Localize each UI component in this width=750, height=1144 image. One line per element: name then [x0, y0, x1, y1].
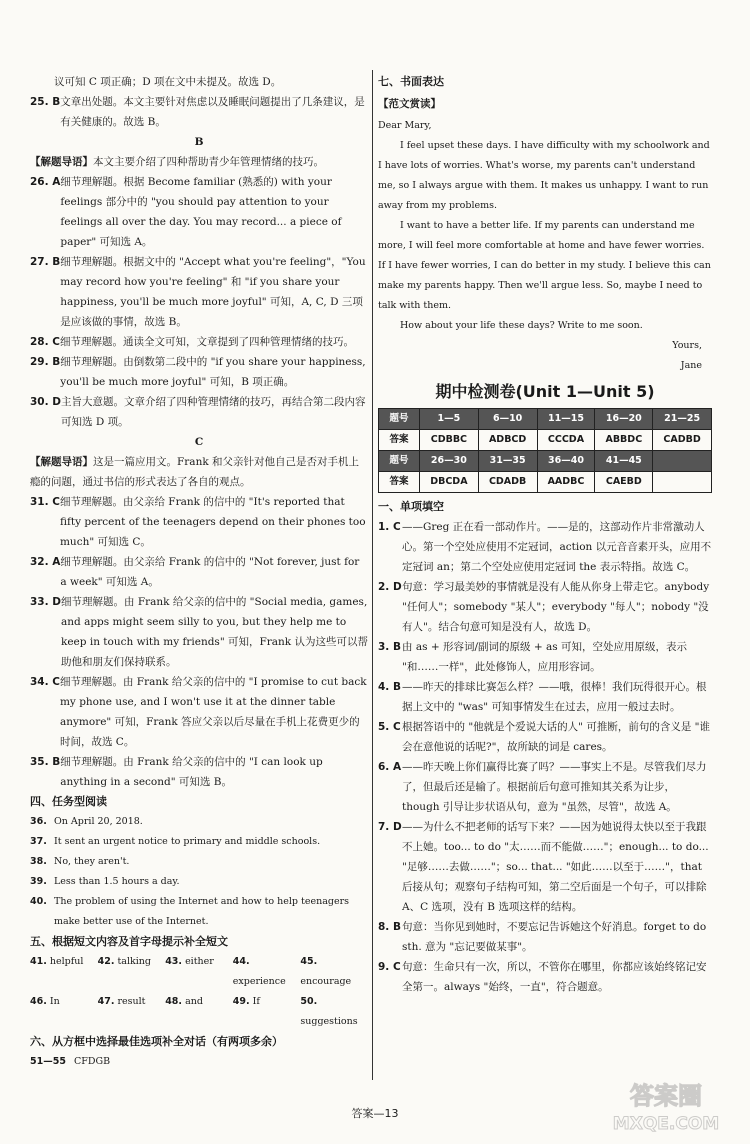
answer-39	[30, 872, 368, 892]
answer-number: 25. B	[30, 96, 61, 108]
answer-number: 31. C	[30, 496, 60, 508]
answer-36	[30, 812, 368, 832]
table-row	[379, 472, 712, 493]
answer-explanation: 细节理解题。通读全文可知，文章提到了四种管理情绪的技巧。	[59, 336, 354, 348]
section-heading-1: 一、单项填空	[378, 500, 444, 513]
answer-34	[30, 672, 368, 752]
table-cell: ADBCD	[478, 430, 537, 451]
section-heading-6: 六、从方框中选择最佳选项补全对话（有两项多余）	[30, 1035, 283, 1048]
answer-explanation: 句意：当你见到她时，不要忘记告诉她这个好消息。forget to do sth. 意为 "忘记要做某事"。	[402, 921, 707, 953]
table-cell: 26—30	[420, 451, 479, 472]
table-row	[379, 451, 712, 472]
answer-37	[30, 832, 368, 852]
answer-explanation: ——为什么不把老师的话写下来？——因为她说得太快以至于我跟不上她。too... to do "太……而不能做……"；enough... to do... "足够……去做……"；so... that... "如此……以至于……"，that 后接从句；观察句子结构可知，第二空后面是一个句子，可以排除 A、C 选项，没有 B 选项这样的结构。	[402, 821, 709, 913]
answer-explanation: 细节理解题。根据文中的 "Accept what you're feeling"，"You may record how you're feeling" 和 "if you share your happiness, you'll be much more joyful" 可知，A, C, D 三项是应该做的事情，故选 B。	[60, 256, 366, 328]
table-cell: 6—10	[478, 409, 537, 430]
exam-title: 期中检测卷(Unit 1—Unit 5)	[435, 382, 655, 401]
table-cell: 21—25	[653, 409, 712, 430]
fill-answer-47: 47. result	[97, 996, 146, 1007]
table-cell	[653, 451, 712, 472]
fill-answer-46: 46. In	[30, 996, 60, 1007]
answer-explanation: 根据答语中的 "他就是个爱说大话的人" 可推断，前句的含义是 "谁会在意他说的话呢?"，故所缺的词是 cares。	[402, 721, 711, 753]
table-row	[379, 430, 712, 451]
answer-number: 38.	[30, 856, 47, 867]
answer-number: 27. B	[30, 256, 61, 268]
answer-explanation: ——昨天晚上你们赢得比赛了吗？——事实上不是。尽管我们尽力了，但最后还是输了。根据前后句意可推知其关系为让步，though 引导让步状语从句，意为 "虽然，尽管"，故选 A。	[402, 761, 707, 813]
table-cell: AADBC	[537, 472, 595, 493]
answer-table	[378, 408, 712, 493]
answer-explanation: 句意：学习最美妙的事情就是没有人能从你身上带走它。anybody "任何人"；somebody "某人"；everybody "每人"；nobody "没有人"。结合句意可知是没有人，故选 D。	[402, 581, 710, 633]
answer-29	[30, 352, 368, 392]
answer-explanation: 细节理解题。由 Frank 给父亲的信中的 "Social media, games, and apps might seem silly to you, but they help me to keep in touch with my friends" 可知，Frank 认为这些可以帮助他和朋友们保持联系。	[60, 596, 369, 668]
answer-number: 5. C	[378, 721, 401, 733]
answer-text: The problem of using the Internet and how to help teenagers make better use of the Internet.	[54, 896, 349, 927]
answer-38	[30, 852, 368, 872]
table-row	[379, 409, 712, 430]
table-cell: DBCDA	[420, 472, 479, 493]
guide-note-c	[30, 452, 368, 492]
table-cell	[653, 472, 712, 493]
section-heading-7: 七、书面表达	[378, 75, 444, 88]
guide-text: 这是一篇应用文。Frank 和父亲针对他自己是否对手机上瘾的问题，通过书信的形式表达了各自的观点。	[30, 456, 360, 488]
guide-label: 【解题导语】	[30, 456, 93, 468]
answer-explanation: ——昨天的排球比赛怎么样？——哦，很棒！我们玩得很开心。根据上文中的 "was" 可知事情发生在过去，应用一般过去时。	[402, 681, 707, 713]
answer-32	[30, 552, 368, 592]
fill-answer-49: 49. If	[232, 996, 260, 1007]
watermark-logo	[596, 1074, 736, 1136]
fill-answers	[30, 952, 368, 1032]
table-cell: 11—15	[537, 409, 595, 430]
page-footer: 答案—13	[351, 1107, 399, 1120]
fill-answer-48: 48. and	[165, 996, 203, 1007]
answer-6	[378, 757, 712, 817]
table-cell: CAEBD	[595, 472, 653, 493]
answer-number: 34. C	[30, 676, 60, 688]
answer-number: 26. A	[30, 176, 61, 188]
answer-number: 32. A	[30, 556, 61, 568]
table-cell: CDADB	[478, 472, 537, 493]
answer-number: 37.	[30, 836, 47, 847]
answer-number: 7. D	[378, 821, 402, 833]
answer-26	[30, 172, 368, 252]
section-heading-4: 四、任务型阅读	[30, 795, 107, 808]
answer-number: 4. B	[378, 681, 401, 693]
answer-number: 29. B	[30, 356, 61, 368]
table-cell: 答案	[379, 430, 420, 451]
right-column	[378, 72, 712, 997]
answer-31	[30, 492, 368, 552]
answer-27	[30, 252, 368, 332]
answer-text: It sent an urgent notice to primary and middle schools.	[54, 836, 321, 847]
answer-8	[378, 917, 712, 957]
answer-explanation: 主旨大意题。文章介绍了四种管理情绪的技巧，再结合第二段内容可知选 D 项。	[60, 396, 366, 428]
model-essay-label: 【范文赏读】	[378, 98, 441, 110]
left-column	[30, 72, 368, 1072]
answer-number: 36.	[30, 816, 47, 827]
watermark-text-top: 答案圈	[630, 1082, 702, 1110]
table-cell: CDBBC	[420, 430, 479, 451]
table-cell: 31—35	[478, 451, 537, 472]
answer-number: 28. C	[30, 336, 60, 348]
fill-answer-41: 41. helpful	[30, 956, 84, 967]
table-cell: 41—45	[595, 451, 653, 472]
answer-2	[378, 577, 712, 637]
answer-number: 2. D	[378, 581, 402, 593]
answer-number: 3. B	[378, 641, 401, 653]
letter-greeting: Dear Mary,	[378, 120, 432, 131]
section-heading-5: 五、根据短文内容及首字母提示补全短文	[30, 935, 228, 948]
answer-text: On April 20, 2018.	[54, 816, 143, 827]
answer-number: 35. B	[30, 756, 61, 768]
answer-7	[378, 817, 712, 917]
model-letter	[378, 116, 712, 376]
fill-answer-44: 44. experience	[232, 956, 286, 987]
answer-explanation: 细节理解题。由父亲给 Frank 的信中的 "Not forever, just for a week" 可知选 A。	[60, 556, 360, 588]
answer-1	[378, 517, 712, 577]
answer-explanation: 由 as + 形容词/副词的原级 + as 可知，空处应用原级，表示 "和……一样"，此处修饰人，应用形容词。	[402, 641, 687, 673]
answer-4	[378, 677, 712, 717]
answer-40	[30, 892, 368, 932]
fill-answer-42: 42. talking	[97, 956, 151, 967]
table-cell: 16—20	[595, 409, 653, 430]
letter-paragraph-2: I want to have a better life. If my parents can understand me more, I will feel more comfortable at home and have fewer worries. If I have fewer worries, I can do better in my study. I believe this can make my parents happy. Then we'll argue less. So, maybe I need to talk with them.	[378, 220, 711, 311]
answer-text: CFDGB	[74, 1056, 111, 1067]
answer-51-55	[30, 1052, 368, 1072]
answer-28	[30, 332, 368, 352]
table-cell: 题号	[379, 451, 420, 472]
answer-number: 6. A	[378, 761, 402, 773]
table-cell: CADBD	[653, 430, 712, 451]
answer-5	[378, 717, 712, 757]
continued-text: 议可知 C 项正确；D 项在文中未提及。故选 D。	[54, 76, 282, 88]
answer-explanation: 细节理解题。根据 Become familiar (熟悉的) with your feelings 部分中的 "you should pay attention to your feelings all over the day. You may record... a piece of paper" 可知选 A。	[60, 176, 342, 248]
table-cell: 1—5	[420, 409, 479, 430]
answer-number: 33. D	[30, 596, 61, 608]
fill-answer-45: 45. encourage	[300, 956, 352, 987]
section-label-c: C	[194, 436, 204, 448]
answer-3	[378, 637, 712, 677]
answer-number: 30. D	[30, 396, 61, 408]
table-cell: 题号	[379, 409, 420, 430]
guide-text: 本文主要介绍了四种帮助青少年管理情绪的技巧。	[93, 156, 324, 168]
fill-answer-43: 43. either	[165, 956, 214, 967]
answer-35	[30, 752, 368, 792]
answer-number: 39.	[30, 876, 47, 887]
answer-33	[30, 592, 368, 672]
section-label-b: B	[194, 136, 204, 148]
answer-explanation: 细节理解题。由 Frank 给父亲的信中的 "I can look up anything in a second" 可知选 B。	[60, 756, 323, 788]
fill-answer-50: 50. suggestions	[300, 996, 358, 1027]
table-cell: 答案	[379, 472, 420, 493]
answer-explanation: 细节理解题。由 Frank 给父亲的信中的 "I promise to cut back my phone use, and I won't use it at the dinner table anymore" 可知，Frank 答应父亲以后尽量在手机上花费更少的时间，故选 C。	[59, 676, 367, 748]
answer-25	[30, 92, 368, 132]
answer-explanation: 文章出处题。本文主要针对焦虑以及睡眠问题提出了几条建议，是有关健康的。故选 B。	[60, 96, 365, 128]
letter-paragraph-1: I feel upset these days. I have difficulty with my schoolwork and I have lots of worries. What's worse, my parents can't understand me, so I always argue with them. It makes us unhappy. I want to run away from my problems.	[378, 140, 710, 211]
answer-number: 1. C	[378, 521, 401, 533]
answer-number: 51—55	[30, 1056, 66, 1067]
answer-number: 9. C	[378, 961, 401, 973]
answer-explanation: 句意：生命只有一次，所以，不管你在哪里，你都应该始终铭记安全第一。always "始终，一直"，符合题意。	[402, 961, 707, 993]
table-cell: 36—40	[537, 451, 595, 472]
watermark-text-bottom: MXQE.COM	[612, 1114, 720, 1134]
letter-paragraph-3: How about your life these days? Write to me soon.	[400, 320, 643, 331]
answer-9	[378, 957, 712, 997]
answer-explanation: 细节理解题。由父亲给 Frank 的信中的 "It's reported that fifty percent of the teenagers depend on their phones too much" 可知选 C。	[59, 496, 366, 548]
table-cell: ABBDC	[595, 430, 653, 451]
answer-30	[30, 392, 368, 432]
answer-number: 40.	[30, 896, 47, 907]
guide-label: 【解题导语】	[30, 156, 93, 168]
column-divider	[372, 70, 373, 1080]
letter-closing: Yours,	[672, 340, 702, 351]
letter-signature: Jane	[680, 360, 702, 371]
answer-text: Less than 1.5 hours a day.	[54, 876, 180, 887]
answer-number: 8. B	[378, 921, 401, 933]
guide-note-b	[30, 152, 368, 172]
answer-text: No, they aren't.	[54, 856, 130, 867]
answer-explanation: ——Greg 正在看一部动作片。——是的，这部动作片非常激动人心。第一个空处应使用不定冠词，action 以元音音素开头，应用不定冠词 an；第二个空处应使用定冠词 the 表示特指。故选 C。	[402, 521, 712, 573]
table-cell: CCCDA	[537, 430, 595, 451]
answer-explanation: 细节理解题。由倒数第二段中的 "if you share your happiness, you'll be much more joyful" 可知，B 项正确。	[60, 356, 366, 388]
